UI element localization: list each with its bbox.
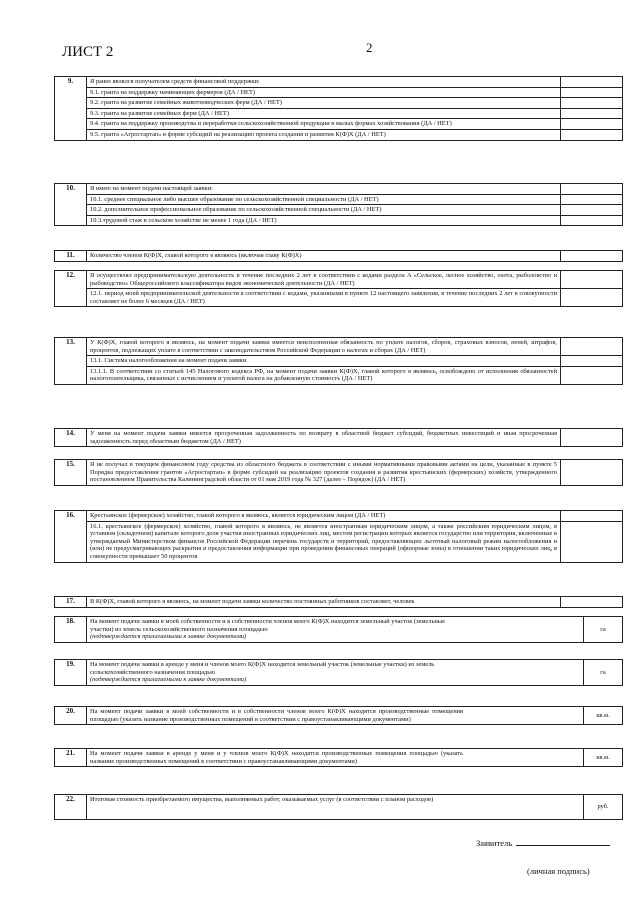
unit-label: кв.м. <box>584 749 623 767</box>
section-number: 9. <box>55 77 87 140</box>
row-text-main: На момент подачи заявки в аренде у меня и членов моего К(Ф)Х находится земельный участок (земельные участки) из земель сельскохозяйственного назначения площадью <box>90 661 435 676</box>
section-20 <box>54 706 623 725</box>
unit-label: руб. <box>584 795 623 820</box>
page-number: 2 <box>366 40 373 55</box>
row-text: В К(Ф)Х, главой которого я являюсь, на момент подачи заявки количество постоянных работников составляет, человек <box>87 597 561 607</box>
row-text: Я имею на момент подачи настоящей заявки: <box>87 184 561 194</box>
section-10 <box>54 183 623 226</box>
answer-cell[interactable] <box>561 271 623 289</box>
section-18 <box>54 616 623 643</box>
row-text: У меня на момент подачи заявки имеется просроченная задолженность по возврату в областной бюджет субсидий, бюджетных инвестиций и иная просроченная задолженность перед областным бюджетом (ДА / НЕТ) <box>87 429 561 447</box>
answer-cell[interactable] <box>561 597 623 607</box>
answer-cell[interactable] <box>561 87 623 98</box>
section-number: 18. <box>55 617 87 642</box>
row-text <box>87 660 584 685</box>
row-text: Крестьянское (фермерское) хозяйство, главой которого я являюсь, является юридическим лицом (ДА / НЕТ) <box>87 511 561 521</box>
row-text: 12.1. период моей предпринимательской деятельности в соответствии с кодами, указанными в пункте 12 настоящего заявления, в течение последних 2 лет в совокупности составляет не более 6 месяцев (ДА / НЕТ) <box>87 289 561 307</box>
section-number: 15. <box>55 460 87 485</box>
answer-cell[interactable] <box>561 356 623 367</box>
unit-label: кв.м. <box>584 707 623 725</box>
answer-cell[interactable] <box>561 460 623 485</box>
row-text: 9.5. гранта «Агростартап» в форме субсидий на реализацию проекта создания и развития К(Ф)Х (ДА / НЕТ) <box>87 129 561 140</box>
section-number: 11. <box>55 251 87 261</box>
answer-cell[interactable] <box>561 108 623 119</box>
row-text: Я ранее являлся получателем средств финансовой поддержки: <box>87 77 561 87</box>
row-text: 16.1. крестьянское (фермерское) хозяйство, главой которого я являюсь, не является иностранным юридическим лицом, а также российским юридическим лицом, в уставном (складочном) капитале которого доля участия иностранных юридических лиц, местом регистрации которых является государство или территория, включенные в утверждаемый Министерством финансов Российской Федерации перечень государств и территорий, предоставляющих льготный налоговый режим налогообложения и (или) не предусматривающих раскрытия и предоставления информации при проведении финансовых операций (офшорные зоны) в отношении таких юридических лиц, в совокупности превышает 50 процентов <box>87 521 561 562</box>
row-text: 10.1. среднее специальное либо высшее образование по сельскохозяйственной специальности (ДА / НЕТ) <box>87 194 561 205</box>
section-11 <box>54 250 623 262</box>
answer-cell[interactable] <box>561 129 623 140</box>
row-text <box>87 617 584 642</box>
section-number: 20. <box>55 707 87 725</box>
section-number: 19. <box>55 660 87 685</box>
section-22 <box>54 794 623 820</box>
answer-cell[interactable] <box>561 184 623 194</box>
unit-label: га <box>584 617 623 642</box>
section-number: 13. <box>55 338 87 384</box>
row-text: На момент подачи заявки в моей собственности и в собственности членов моего К(Ф)Х находятся производственные помещения площадью (указать название производственных помещений в соответствии с правоустанавливающими документами) <box>87 707 584 725</box>
section-number: 12. <box>55 271 87 307</box>
row-text: 13.1. Система налогообложения на момент подачи заявки <box>87 356 561 367</box>
section-number: 22. <box>55 795 87 820</box>
row-text: Я не получал в текущем финансовом году средства из областного бюджета в соответствии с иными нормативными правовыми актами на цели, указанные в пункте 5 Порядка предоставления грантов «Агростартап» в форме субсидий на реализацию проектов создания и развития крестьянских (фермерских) хозяйств, утвержденного постановлением Правительства Калининградской области от 01 мая 2019 года № 327 (далее – Порядок) (ДА / НЕТ) <box>87 460 561 485</box>
answer-cell[interactable] <box>561 77 623 87</box>
row-text: 9.1. гранта на поддержку начинающих фермеров (ДА / НЕТ) <box>87 87 561 98</box>
answer-cell[interactable] <box>561 119 623 130</box>
section-17 <box>54 596 623 608</box>
section-16 <box>54 510 623 563</box>
section-12 <box>54 270 623 307</box>
row-note: (подтверждается прилагаемыми к заявке документами) <box>90 676 247 684</box>
answer-cell[interactable] <box>561 338 623 356</box>
section-number: 17. <box>55 597 87 607</box>
signature-line[interactable] <box>516 837 610 846</box>
section-15 <box>54 459 623 486</box>
applicant-label: Заявитель <box>476 838 513 848</box>
section-13 <box>54 337 623 385</box>
signature-caption: (личная подпись) <box>527 866 590 876</box>
answer-cell[interactable] <box>561 429 623 447</box>
section-21 <box>54 748 623 767</box>
row-text: У К(Ф)Х, главой которого я являюсь, на момент подачи заявки имеется неисполненная обязанность по уплате налогов, сборов, страховых взносов, пеней, штрафов, процентов, подлежащих уплате в соответствии с законодательством Российской Федерации о налогах и сборах (ДА / НЕТ) <box>87 338 561 356</box>
answer-cell[interactable] <box>561 366 623 384</box>
unit-label: га <box>584 660 623 685</box>
row-text: На момент подачи заявки в аренде у меня и у членов моего К(Ф)Х находятся производственные помещения площадью (указать название производственных помещений в соответствии с правоустанавливающими документами) <box>87 749 584 767</box>
answer-cell[interactable] <box>561 194 623 205</box>
section-number: 14. <box>55 429 87 447</box>
answer-cell[interactable] <box>561 205 623 216</box>
section-14 <box>54 428 623 447</box>
answer-cell[interactable] <box>561 521 623 562</box>
section-number: 16. <box>55 511 87 562</box>
row-text: 13.1.1. В соответствии со статьей 145 Налогового кодекса РФ, на момент подачи заявки К(Ф)Х, главой которого я являюсь, освобождено от исполнения обязанностей налогоплательщика, связанных с исчислением и уплатой налога на добавленную стоимость (ДА / НЕТ) <box>87 366 561 384</box>
answer-cell[interactable] <box>561 251 623 261</box>
row-text: 9.4. гранта на поддержку производства и переработки сельскохозяйственной продукции в малых формах хозяйствования (ДА / НЕТ) <box>87 119 561 130</box>
row-text: 10.2. дополнительное профессиональное образование по сельскохозяйственной специальности (ДА / НЕТ) <box>87 205 561 216</box>
row-text-main: На момент подачи заявки в моей собственности и в собственности членов моего К(Ф)Х находится земельный участок (земельные участки) из земель сельскохозяйственного назначения площадью <box>90 618 445 633</box>
section-number: 10. <box>55 184 87 226</box>
sheet-label: ЛИСТ 2 <box>62 44 114 60</box>
answer-cell[interactable] <box>561 289 623 307</box>
row-text: Итоговая стоимость приобретаемого имущества, выполняемых работ, оказываемых услуг (в соответствии с планом расходов) <box>87 795 584 820</box>
row-text: 9.3. гранта на развитие семейных ферм (ДА / НЕТ) <box>87 108 561 119</box>
row-text: 10.3.трудовой стаж в сельском хозяйстве не менее 1 года (ДА / НЕТ) <box>87 215 561 226</box>
answer-cell[interactable] <box>561 511 623 521</box>
section-9 <box>54 76 623 141</box>
row-note: (подтверждается прилагаемыми к заявке документами) <box>90 633 247 641</box>
section-19 <box>54 659 623 686</box>
row-text: Я осуществлял предпринимательскую деятельность в течение последних 2 лет в соответствии с кодами раздела A «Сельское, лесное хозяйство, охота, рыболовство и рыбоводство» Общероссийского классификатора видов экономической деятельности (ДА / НЕТ) <box>87 271 561 289</box>
answer-cell[interactable] <box>561 215 623 226</box>
row-text: Количество членов К(Ф)Х, главой которого я являюсь (включая главу К(Ф)Х) <box>87 251 561 261</box>
row-text: 9.2. гранта на развитие семейных животноводческих ферм (ДА / НЕТ) <box>87 98 561 109</box>
section-number: 21. <box>55 749 87 767</box>
answer-cell[interactable] <box>561 98 623 109</box>
applicant-signature <box>476 837 610 848</box>
